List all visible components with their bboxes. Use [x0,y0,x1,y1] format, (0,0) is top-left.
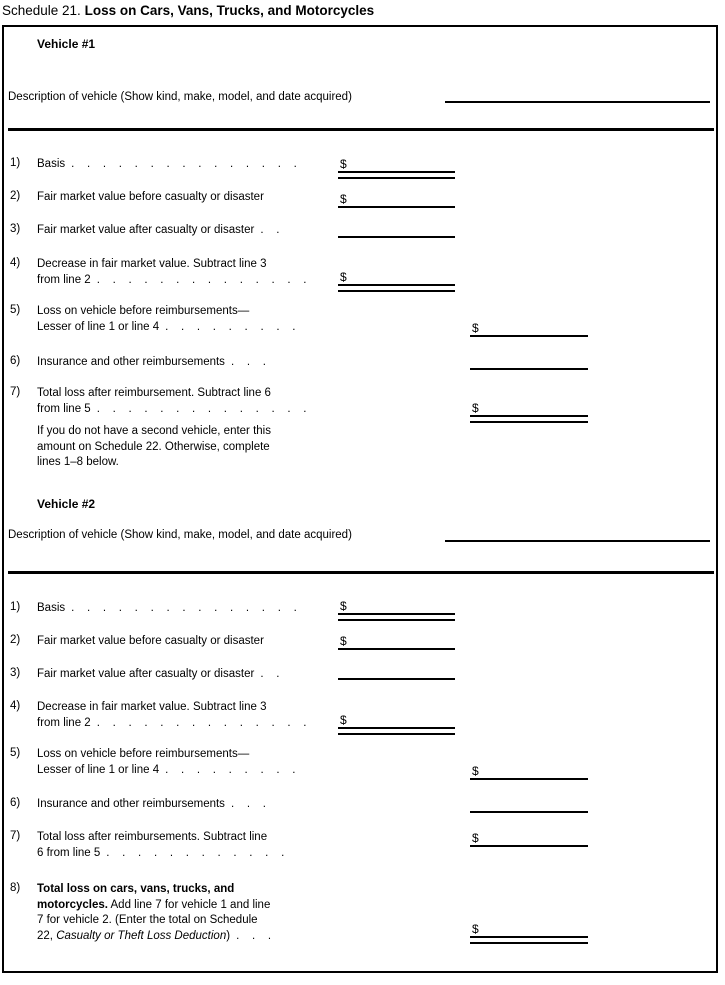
line-label: Fair market value after casualty or disaster . . [37,668,280,680]
line-label: Lesser of line 1 or line 4 . . . . . . . . . [37,763,296,776]
line-number: 1) [10,157,21,169]
v2-line1-row [10,601,297,617]
vehicle1-description-label: Description of vehicle (Show kind, make, model, and date acquired) [8,91,352,103]
dot-leader: . . . . . . . . . . . . . . . [71,602,298,614]
line-number: 4) [10,257,21,269]
v1-line4-row [10,257,307,288]
v1-line2-row [10,190,264,206]
line-label: Total loss after reimbursements. Subtract line [37,831,268,843]
v1-line5-row [10,304,296,335]
dot-leader: . . . [236,929,272,942]
v2-line4-amount-field[interactable] [338,713,455,735]
line-number: 7) [10,386,21,398]
dot-leader: . . . . . . . . . [165,320,296,333]
v2-line5-row [10,747,296,778]
line-label: from line 5 . . . . . . . . . . . . . . [37,402,307,415]
line-number: 3) [10,667,21,679]
dollar-sign: $ [340,270,347,284]
v2-line2-row [10,634,264,650]
line-label: from line 2 . . . . . . . . . . . . . . [37,716,307,729]
dot-leader: . . . . . . . . . . . . . . . [71,158,298,170]
vehicle2-description-label: Description of vehicle (Show kind, make, model, and date acquired) [8,529,352,541]
dot-leader: . . [260,668,280,680]
v1-line6-amount-field[interactable] [470,368,588,370]
v2-line4-row [10,700,307,731]
dollar-sign: $ [340,713,347,727]
v2-line7-row [10,830,285,861]
dollar-sign: $ [340,634,347,648]
v2-line6-row [10,797,266,813]
v1-line7-row [10,386,307,417]
dot-leader: . . . . . . . . . . . . . . [96,273,307,286]
vehicle2-separator-rule [8,571,714,574]
vehicle1-separator-rule [8,128,714,131]
vehicle1-heading: Vehicle #1 [37,37,96,51]
page-title [2,3,374,18]
dot-leader: . . [260,224,280,236]
line-number: 1) [10,601,21,613]
line-label: Fair market value before casualty or disaster [37,191,264,203]
v1-line2-amount-field[interactable] [338,192,455,208]
schedule-title-label: Loss on Cars, Vans, Trucks, and Motorcycles [84,3,375,18]
dollar-sign: $ [340,157,347,171]
vehicle2-description-input[interactable] [445,540,710,542]
line-number: 5) [10,747,21,759]
line-number: 3) [10,223,21,235]
v1-line4-amount-field[interactable] [338,270,455,292]
line-label: 22, Casualty or Theft Loss Deduction) . . . [37,929,272,942]
vehicle2-heading: Vehicle #2 [37,497,96,511]
line-number: 4) [10,700,21,712]
schedule-number-label: Schedule 21. [2,3,81,18]
line-number: 2) [10,634,21,646]
dollar-sign: $ [472,321,479,335]
v2-line7-amount-field[interactable] [470,831,588,847]
v2-line6-amount-field[interactable] [470,811,588,813]
line-label: Total loss on cars, vans, trucks, and [37,883,235,895]
line-label: Insurance and other reimbursements . . . [37,798,267,810]
line-number: 5) [10,304,21,316]
line-label: 6 from line 5 . . . . . . . . . . . . [37,846,285,859]
v2-line3-amount-field[interactable] [338,678,455,680]
line-label: motorcycles. Add line 7 for vehicle 1 and line [37,898,271,911]
v2-line8-amount-field[interactable] [470,922,588,944]
line-label: Total loss after reimbursement. Subtract line 6 [37,387,271,399]
dollar-sign: $ [472,401,479,415]
dot-leader: . . . [230,356,267,368]
line-label: Loss on vehicle before reimbursements— [37,305,250,317]
line-label: 7 for vehicle 2. (Enter the total on Schedule [37,914,258,926]
line-label: Decrease in fair market value. Subtract line 3 [37,258,267,270]
v1-line1-amount-field[interactable] [338,157,455,179]
v1-line3-amount-field[interactable] [338,236,455,238]
line-label: Loss on vehicle before reimbursements— [37,748,250,760]
line-number: 6) [10,355,21,367]
line-label: Basis . . . . . . . . . . . . . . . [37,602,298,614]
v1-line7-amount-field[interactable] [470,401,588,423]
line-label: from line 2 . . . . . . . . . . . . . . [37,273,307,286]
line-label: Decrease in fair market value. Subtract line 3 [37,701,267,713]
v2-line2-amount-field[interactable] [338,634,455,650]
line-number: 6) [10,797,21,809]
v2-line1-amount-field[interactable] [338,599,455,621]
v1-line7-note: If you do not have a second vehicle, enter this amount on Schedule 22. Otherwise, complete lines 1–8 below. [37,425,271,468]
dot-leader: . . . . . . . . . . . . . . [96,402,307,415]
v2-line3-row [10,667,280,683]
line-label: Basis . . . . . . . . . . . . . . . [37,158,298,170]
dollar-sign: $ [340,599,347,613]
v1-line3-row [10,223,280,239]
line-label: Lesser of line 1 or line 4 . . . . . . . . . [37,320,296,333]
v1-line6-row [10,355,266,371]
line-number: 7) [10,830,21,842]
dot-leader: . . . . . . . . . [165,763,296,776]
dot-leader: . . . . . . . . . . . . [106,846,285,859]
dollar-sign: $ [472,922,479,936]
v1-line5-amount-field[interactable] [470,321,588,337]
v2-line8-row [10,882,272,944]
line-number: 8) [10,882,21,894]
line-label: Fair market value before casualty or disaster [37,635,264,647]
dot-leader: . . . [230,798,267,810]
vehicle1-description-input[interactable] [445,101,710,103]
line-label: Fair market value after casualty or disaster . . [37,224,280,236]
v2-line5-amount-field[interactable] [470,764,588,780]
v1-line1-row [10,157,297,173]
line-label: Insurance and other reimbursements . . . [37,356,267,368]
dollar-sign: $ [340,192,347,206]
dollar-sign: $ [472,831,479,845]
line-number: 2) [10,190,21,202]
dot-leader: . . . . . . . . . . . . . . [96,716,307,729]
dollar-sign: $ [472,764,479,778]
